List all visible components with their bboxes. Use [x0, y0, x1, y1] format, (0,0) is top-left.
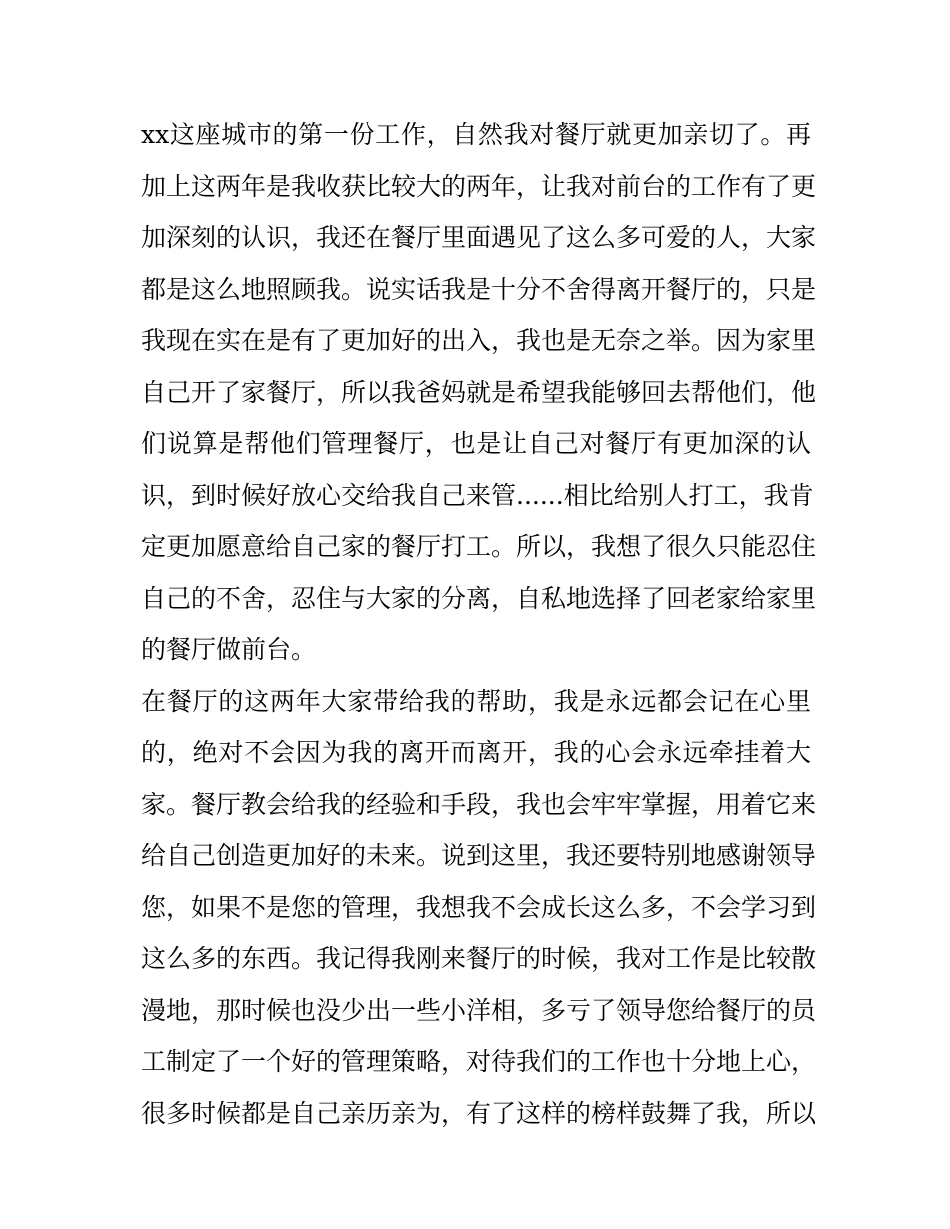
text-line: 自己的不舍，忍住与大家的分离，自私地选择了回老家给家里 — [141, 584, 817, 613]
text-line: 家。餐厅教会给我的经验和手段，我也会牢牢掌握，用着它来 — [141, 790, 817, 819]
text-line: 们说算是帮他们管理餐厅，也是让自己对餐厅有更加深的认 — [141, 429, 811, 458]
text-line: 在餐厅的这两年大家带给我的帮助，我是永远都会记在心里 — [141, 687, 811, 716]
text-line: 加上这两年是我收获比较大的两年，让我对前台的工作有了更 — [141, 172, 817, 201]
text-line: 的餐厅做前台。 — [141, 635, 317, 664]
text-line: 漫地，那时候也没少出一些小洋相，多亏了领导您给餐厅的员 — [141, 996, 817, 1025]
text-line: 很多时候都是自己亲历亲为，有了这样的榜样鼓舞了我，所以 — [141, 1099, 817, 1128]
text-line: 定更加愿意给自己家的餐厅打工。所以，我想了很久只能忍住 — [141, 532, 817, 561]
text-line: 您，如果不是您的管理，我想我不会成长这么多，不会学习到 — [141, 893, 817, 922]
text-line: 我现在实在是有了更加好的出入，我也是无奈之举。因为家里 — [141, 326, 817, 355]
text-line: 的，绝对不会因为我的离开而离开，我的心会永远牵挂着大 — [141, 738, 811, 767]
text-line: 识，到时候好放心交给我自己来管......相比给别人打工，我肯 — [141, 481, 814, 510]
text-line: 自己开了家餐厅，所以我爸妈就是希望我能够回去帮他们，他 — [141, 378, 817, 407]
text-line: 都是这么地照顾我。说实话我是十分不舍得离开餐厅的，只是 — [141, 275, 817, 304]
text-line: xx这座城市的第一份工作，自然我对餐厅就更加亲切了。再 — [141, 120, 811, 149]
text-line: 这么多的东西。我记得我刚来餐厅的时候，我对工作是比较散 — [141, 944, 817, 973]
text-line: 给自己创造更加好的未来。说到这里，我还要特别地感谢领导 — [141, 841, 817, 870]
text-line: 加深刻的认识，我还在餐厅里面遇见了这么多可爱的人，大家 — [141, 223, 817, 252]
text-line: 工制定了一个好的管理策略，对待我们的工作也十分地上心， — [141, 1047, 817, 1076]
